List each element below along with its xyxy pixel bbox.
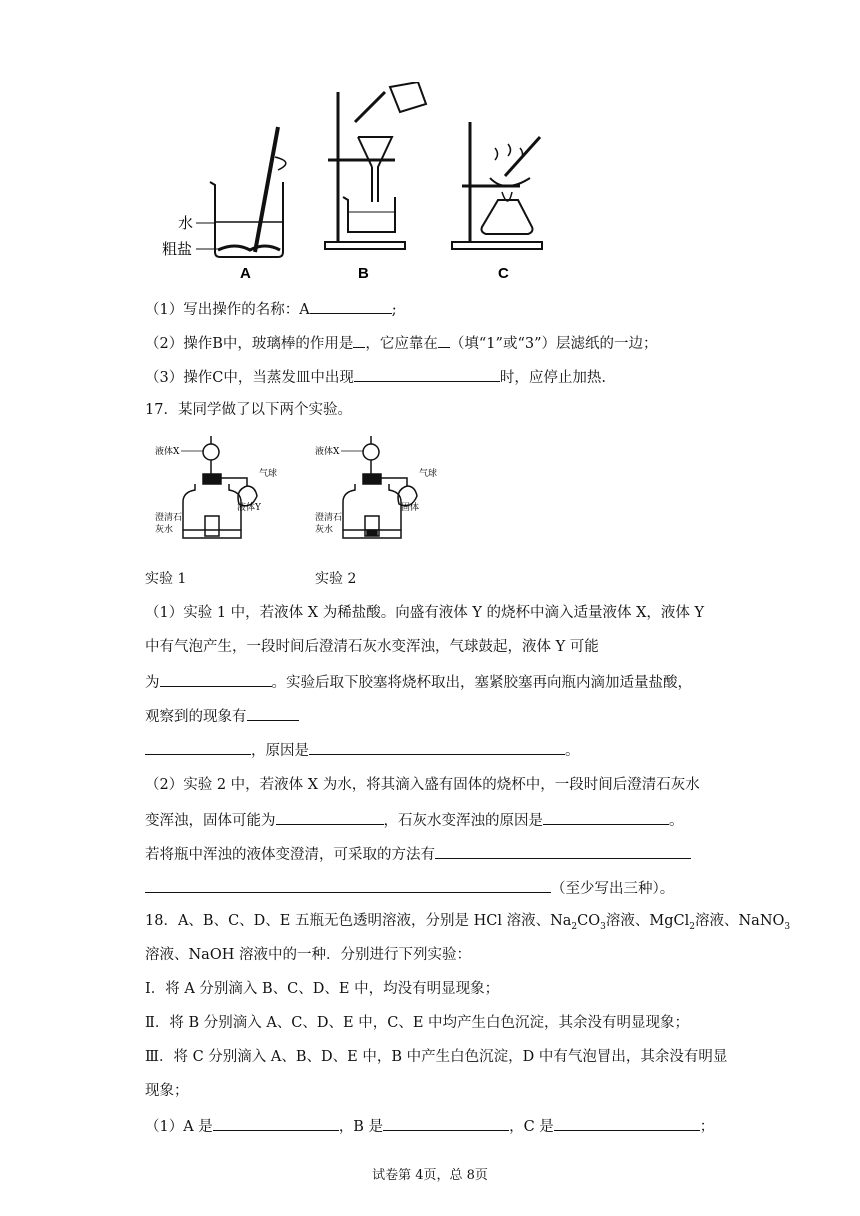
alcohol-lamp-c — [482, 200, 533, 234]
answer-blank[interactable] — [438, 332, 450, 348]
pouring-beaker-b — [390, 82, 426, 112]
svg-text:灰水: 灰水 — [315, 525, 334, 535]
answer-blank[interactable] — [383, 1115, 509, 1131]
figure-experiment-2 — [315, 430, 450, 550]
caption-b: B — [358, 265, 369, 282]
answer-blank[interactable] — [145, 877, 551, 893]
svg-text:液体Y: 液体Y — [237, 503, 261, 513]
q17-p1-line1: （1）实验 1 中，若液体 X 为稀盐酸。向盛有液体 Y 的烧杯中滴入适量液体 X，液体 Y — [145, 605, 705, 621]
glass-rod-a — [255, 127, 278, 252]
svg-text:液体X: 液体X — [155, 447, 180, 457]
beaker-b — [343, 197, 395, 232]
caption-experiment-2: 实验 2 — [315, 571, 357, 587]
page-footer: 试卷第 4页，总 8页 — [372, 1168, 488, 1183]
svg-text:气球: 气球 — [259, 469, 278, 479]
q16-part1: （1）写出操作的名称：A ; — [145, 298, 397, 320]
caption-c: C — [498, 265, 509, 282]
q18-part1: （1）A 是 ，B 是 ，C 是 ； — [145, 1115, 714, 1137]
q18-step1: Ⅰ．将 A 分别滴入 B、C、D、E 中，均没有明显现象； — [145, 981, 500, 997]
answer-blank[interactable] — [354, 366, 500, 382]
q17-p1-line5: ，原因是 。 — [145, 739, 580, 761]
svg-text:固体: 固体 — [401, 503, 420, 513]
answer-blank[interactable] — [276, 809, 384, 825]
q18-line2: 溶液、NaOH 溶液中的一种．分别进行下列实验： — [145, 947, 471, 963]
answer-blank[interactable] — [543, 809, 669, 825]
svg-text:液体X: 液体X — [315, 447, 340, 457]
caption-experiment-1: 实验 1 — [145, 571, 187, 587]
figure-filtration-apparatus — [160, 82, 580, 282]
q17-p2-line1: （2）实验 2 中，若液体 X 为水，将其滴入盛有固体的烧杯中，一段时间后澄清石灰水 — [145, 777, 700, 793]
q16-part2: （2）操作B中，玻璃棒的作用是 ，它应靠在 （填“1”或“3”）层滤纸的一边； — [145, 332, 658, 354]
answer-blank[interactable] — [353, 332, 365, 348]
q17-p1-line3: 为 。实验后取下胶塞将烧杯取出，塞紧胶塞再向瓶内滴加适量盐酸， — [145, 671, 692, 693]
answer-blank[interactable] — [160, 671, 272, 687]
q17-stem: 17．某同学做了以下两个实验。 — [145, 402, 352, 418]
answer-blank[interactable] — [247, 705, 299, 721]
answer-blank[interactable] — [213, 1115, 339, 1131]
svg-text:澄清石: 澄清石 — [315, 513, 343, 523]
answer-blank[interactable] — [310, 298, 392, 314]
q17-p2-line4: （至少写出三种）。 — [145, 877, 674, 899]
svg-text:灰水: 灰水 — [155, 525, 174, 535]
label-coarse-salt: 粗盐 — [162, 240, 193, 258]
q17-p2-line2: 变浑浊，固体可能为 ，石灰水变浑浊的原因是 。 — [145, 809, 684, 831]
answer-blank[interactable] — [145, 739, 251, 755]
stand-base-b — [325, 242, 405, 249]
q17-p1-line4: 观察到的现象有 — [145, 705, 299, 727]
answer-blank[interactable] — [309, 739, 565, 755]
q17-p1-line2: 中有气泡产生，一段时间后澄清石灰水变浑浊，气球鼓起，液体 Y 可能 — [145, 639, 599, 655]
label-water: 水 — [178, 214, 194, 232]
caption-a: A — [240, 265, 251, 282]
stand-base-c — [452, 242, 542, 249]
answer-blank[interactable] — [435, 843, 691, 859]
q18-step2: Ⅱ．将 B 分别滴入 A、C、D、E 中，C、E 中均产生白色沉淀，其余没有明显现象； — [145, 1015, 690, 1031]
q18-step3-line2: 现象； — [145, 1083, 189, 1099]
q17-p2-line3: 若将瓶中浑浊的液体变澄清，可采取的方法有 — [145, 843, 691, 865]
figure-experiment-1 — [155, 430, 290, 550]
q18-line1: 18．A、B、C、D、E 五瓶无色透明溶液，分别是 HCl 溶液、$Na_2CO_3$溶液、MgCl$_2$溶液、NaNO$_3$ — [145, 913, 791, 932]
svg-text:气球: 气球 — [419, 469, 438, 479]
q18-step3-line1: Ⅲ．将 C 分别滴入 A、B、D、E 中，B 中产生白色沉淀，D 中有气泡冒出，其余没有明显 — [145, 1049, 728, 1065]
svg-text:澄清石: 澄清石 — [155, 513, 183, 523]
answer-blank[interactable] — [554, 1115, 700, 1131]
q16-part3: （3）操作C中，当蒸发皿中出现 时，应停止加热. — [145, 366, 606, 388]
